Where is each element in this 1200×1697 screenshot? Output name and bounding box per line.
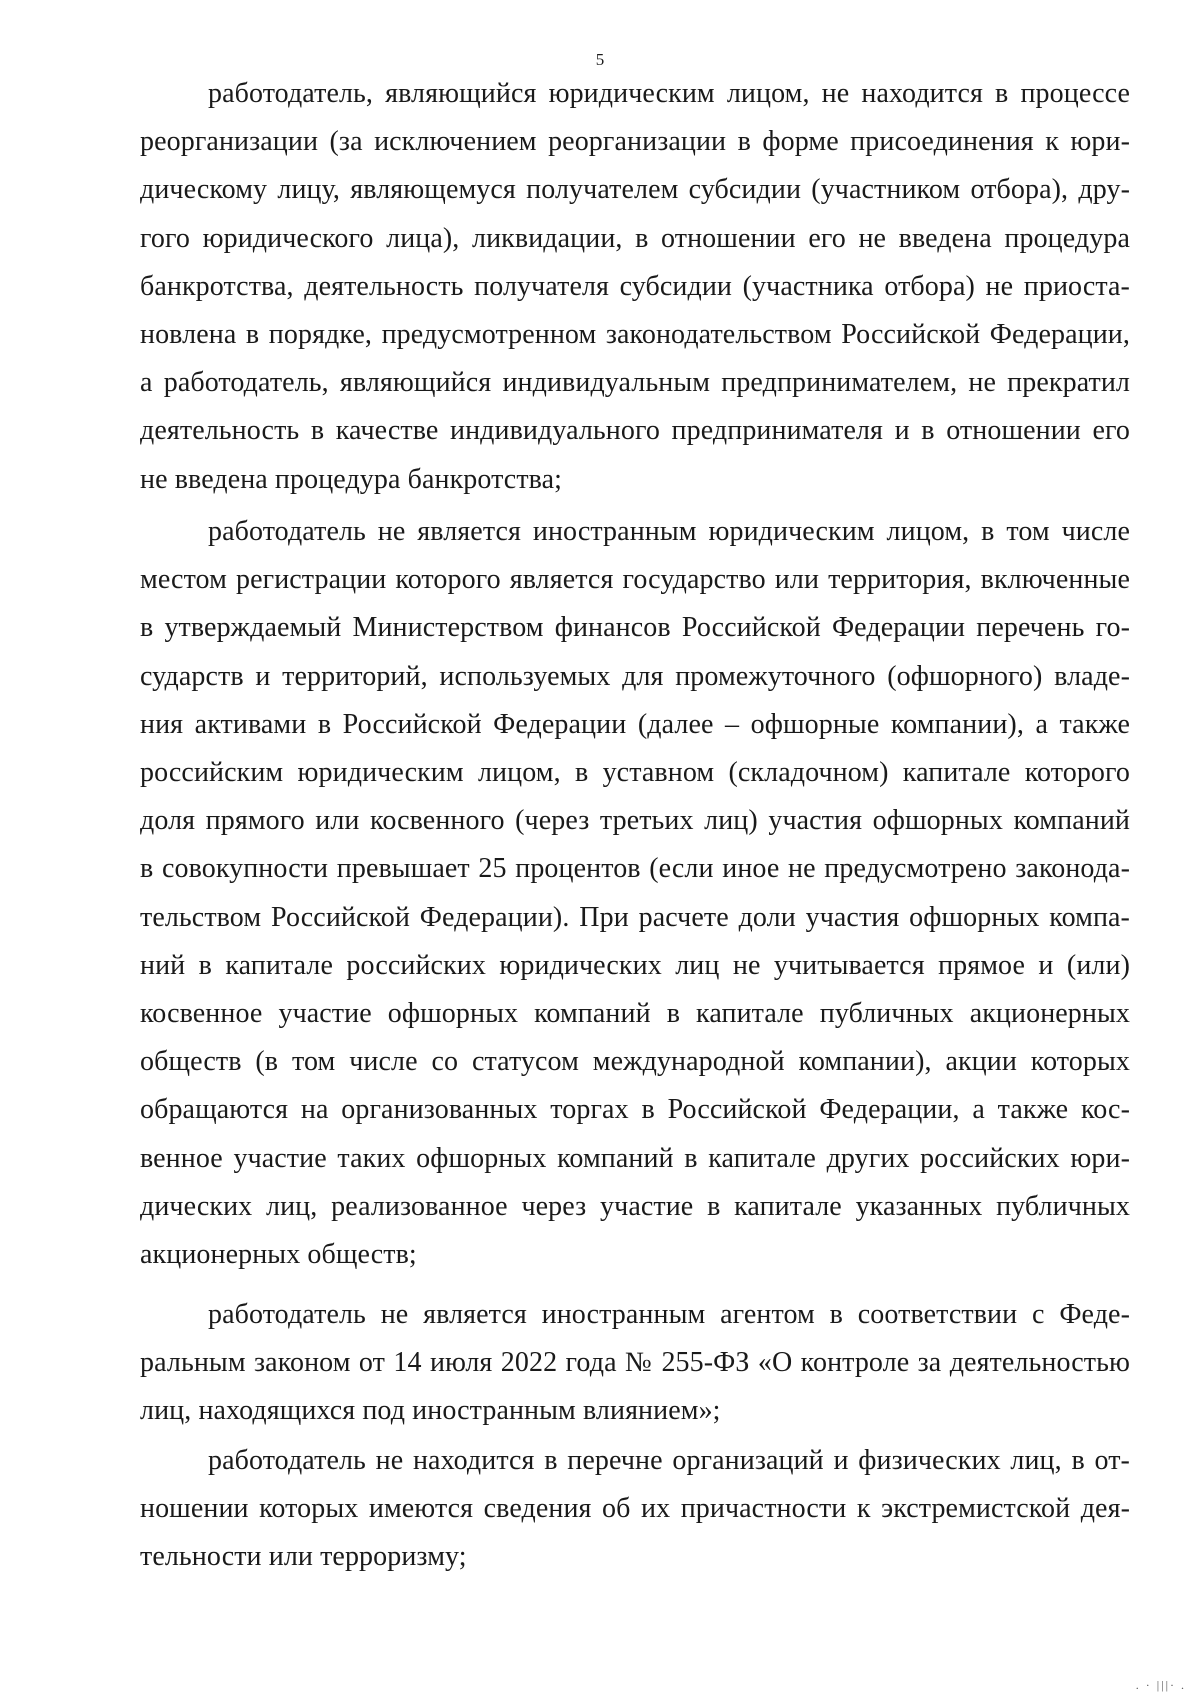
text-line: тельности или терроризму; xyxy=(140,1541,467,1573)
text-line: ральным законом от 14 июля 2022 года № 255-ФЗ «О контроле за деятельностью xyxy=(140,1347,1130,1379)
text-line: обращаются на организованных торгах в Российской Федерации, а также кос- xyxy=(140,1094,1130,1126)
text-line: дических лиц, реализованное через участие в капитале указанных публичных xyxy=(140,1190,1130,1222)
text-line: гого юридического лица), ликвидации, в отношении его не введена процедура xyxy=(140,222,1130,254)
text-line: дическому лицу, являющемуся получателем субсидии (участником отбора), дру- xyxy=(140,174,1130,206)
text-line: работодатель не является иностранным юридическим лицом, в том числе xyxy=(208,516,1130,547)
paragraph-extremism-list xyxy=(140,1437,1130,1582)
paragraph-reorganization xyxy=(140,70,1130,504)
text-line: сударств и территорий, используемых для промежуточного (офшорного) владе- xyxy=(140,660,1130,692)
text-line: ний в капитале российских юридических лиц не учитывается прямое и (или) xyxy=(140,949,1130,981)
text-line: банкротства, деятельность получателя субсидии (участника отбора) не приоста- xyxy=(140,270,1130,302)
text-line: работодатель не находится в перечне организаций и физических лиц, в от- xyxy=(208,1445,1130,1476)
text-line: венное участие таких офшорных компаний в капитале других российских юри- xyxy=(140,1142,1130,1174)
text-line: ния активами в Российской Федерации (далее – офшорные компании), а также xyxy=(140,708,1130,740)
page-number: 5 xyxy=(595,50,605,69)
text-line: ношении которых имеются сведения об их причастности к экстремистской дея- xyxy=(140,1493,1130,1525)
text-line: в совокупности превышает 25 процентов (если иное не предусмотрено законода- xyxy=(140,853,1130,885)
text-line: доля прямого или косвенного (через третьих лиц) участия офшорных компаний xyxy=(140,805,1130,837)
text-line: российским юридическим лицом, в уставном (складочном) капитале которого xyxy=(140,757,1130,789)
paragraph-offshore xyxy=(140,508,1130,1279)
paragraph-foreign-agent xyxy=(140,1291,1130,1436)
text-line: в утверждаемый Министерством финансов Российской Федерации перечень го- xyxy=(140,612,1130,644)
text-line: косвенное участие офшорных компаний в капитале публичных акционерных xyxy=(140,998,1130,1030)
text-line: местом регистрации которого является государство или территория, включенные xyxy=(140,564,1130,596)
text-line: новлена в порядке, предусмотренном законодательством Российской Федерации, xyxy=(140,319,1130,351)
text-line: реорганизации (за исключением реорганизации в форме присоединения к юри- xyxy=(140,126,1130,158)
text-line: не введена процедура банкротства; xyxy=(140,463,563,495)
text-line: деятельность в качестве индивидуального предпринимателя и в отношении его xyxy=(140,415,1130,447)
text-line: работодатель, являющийся юридическим лицом, не находится в процессе xyxy=(208,78,1130,109)
text-line: работодатель не является иностранным агентом в соответствии с Феде- xyxy=(208,1299,1130,1330)
text-line: акционерных обществ; xyxy=(140,1239,417,1271)
text-line: тельством Российской Федерации). При расчете доли участия офшорных компа- xyxy=(140,901,1130,933)
text-line: лиц, находящихся под иностранным влиянием»; xyxy=(140,1395,721,1427)
scan-corner-artifact: . · |||· . xyxy=(1135,1678,1186,1692)
text-line: обществ (в том числе со статусом международной компании), акции которых xyxy=(140,1046,1130,1078)
text-line: а работодатель, являющийся индивидуальным предпринимателем, не прекратил xyxy=(140,367,1130,399)
